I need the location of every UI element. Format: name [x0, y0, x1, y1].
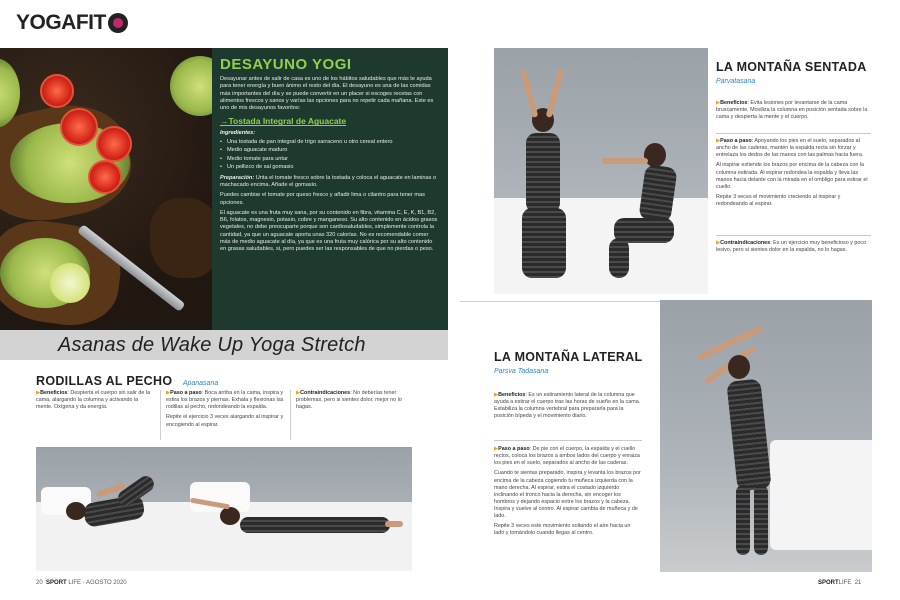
- steps-text-2: Al inspirar extiende los brazos por encima de la cabeza con la columna estirada. Al espirar redondea la espalda y lleva las manos hacia delante con la mirada en el ombligo para estirar el cuello.: [716, 162, 868, 190]
- benefits-text: : Evita lesiones por levantarse de la cama bruscamente. Moviliza la columna en posición sentada sobre la cama y despierta la mente y el cuerpo.: [716, 100, 868, 121]
- benefits-label: Beneficios: [40, 390, 68, 396]
- seated-benefits: [716, 100, 871, 124]
- ingredients-list: [220, 138, 440, 170]
- steps-label: Paso a paso: [720, 138, 752, 144]
- page-number-right: 21: [854, 580, 862, 586]
- divider: [716, 235, 871, 236]
- knees-heading: [36, 372, 218, 390]
- contra-text: : Es un ejercicio muy beneficioso y poco lesivo, pero si sientes dolor en la espalda, no lo hagas.: [716, 240, 867, 254]
- extra-options-paragraph: Puedes cambiar el tomate por queso fresco y añadir lima o cilantro para tener mas opciones.: [220, 192, 425, 206]
- logo-fit-text: FIT: [75, 11, 106, 34]
- logo-yoga-pose-icon: [108, 13, 128, 33]
- yogafit-logo: [16, 10, 128, 36]
- breakfast-title: DESAYUNO YOGI: [220, 56, 352, 73]
- lateral-title: LA MONTAÑA LATERAL: [494, 350, 643, 364]
- benefits-text: : Es un estiramiento lateral de la columna que ayuda a estirar el cuerpo tras las horas de sueño en la cama. Estabiliza la columna vertebral para prepararla para la posición bípeda y el movimiento diario.: [494, 392, 641, 420]
- knees-steps: [166, 390, 284, 432]
- benefits-text: : Despierta el cuerpo sin salir de la cama, alargando la columna y activando la mente. Oxígena y da energía.: [36, 390, 151, 411]
- steps-text-2: Cuando te sientas preparado, inspira y levanta los brazos por encima de la cabeza cogiendo tu muñeca izquierda con la mano derecha. Al espirar, estira el costado izquierdo inclinando el tronco hacia la derecha, sin encoger los hombros y dejando espacio entre los brazos y la cabeza. Inspira y vuelve al centro. Al espirar cambia de muñeca y de lado.: [494, 470, 641, 520]
- breakfast-intro: Desayunar antes de salir de casa es uno de los hábitos saludables que más te ayuda para tener energía y buen ánimo el resto del día. El desayuno es una de las comidas más importantes del día y se puede convertir en un placer si escoges recetas con alimentos frescos y sanos y varías las opciones para no repetir cada mañana. Este es uno de mis desayunos favoritos:: [220, 76, 434, 112]
- contra-label: Contraindicaciones: [720, 240, 771, 246]
- seated-contraindications: [716, 240, 871, 257]
- bullet-arrow-icon: ▶: [36, 390, 41, 396]
- footer-brand-right: SPORT: [818, 580, 839, 586]
- prep-label: Preparación:: [220, 174, 255, 181]
- breakfast-panel: [212, 48, 448, 330]
- steps-text: : Boca arriba en la cama, inspira y estira los brazos y piernas. Exhala y flexionas las rodillas al pecho, redondeando la espalda.: [166, 390, 284, 411]
- contra-text: : No deberías tener problemas, pero si sientes dolor, mejor no lo hagas.: [296, 390, 402, 411]
- list-item: • Un pellizco de sal gomasio: [220, 163, 440, 171]
- seated-title: LA MONTAÑA SENTADA: [716, 60, 867, 74]
- asanas-section-title: Asanas de Wake Up Yoga Stretch: [58, 334, 366, 356]
- seated-steps: [716, 138, 871, 211]
- column-divider: [290, 390, 291, 440]
- prep-text: Unta el tomate fresco sobre la tostada y coloca el aguacate en laminas o machacado encima. Añade el gomasio.: [220, 174, 437, 189]
- knees-title: RODILLAS AL PECHO: [36, 374, 173, 388]
- lateral-heading: [494, 350, 642, 375]
- footer-right: [818, 580, 861, 586]
- avocado-toast-photo: [0, 48, 212, 330]
- contra-label: Contraindicaciones: [300, 390, 351, 396]
- lateral-mountain-photo: [660, 300, 872, 572]
- bullet-arrow-icon: ▶: [716, 240, 721, 246]
- preparation-paragraph: [220, 175, 440, 190]
- stretched-lying-photo: [180, 447, 412, 571]
- knees-contraindications: [296, 390, 414, 414]
- divider: [494, 440, 642, 441]
- lateral-steps: [494, 446, 642, 541]
- recipe-title-text: Tostada Integral de Aguacate: [228, 116, 347, 127]
- footer-brand-right-suffix: LIFE: [838, 580, 852, 586]
- bullet-arrow-icon: ▶: [166, 390, 171, 396]
- avocado-info-paragraph: El aguacate es una fruta muy sana, por su contenido en fibra, vitamina C, E, K, B1, B2, B6, folatos, magnesio, potasio, cobre y manganeso. Su alto contenido en ácidos grasos vegetales, no debe preocuparte porque son cardiosaludables, simplemente controla la cantidad, ya que un aguacate aporta unas 320 calorías. No es recomendable comer más de medio aguacate al día, ya que es una fruta muy calórica por su alto contenido en grasas saludables, si, pero puedes ser las responsables de que no pierdas o peso.: [220, 209, 438, 253]
- steps-text-3: Repite 3 veces este movimiento soltando el aire hacia un lado y tomándolo cuando llegas al centro.: [494, 523, 631, 537]
- bullet-arrow-icon: ▶: [296, 390, 301, 396]
- steps-text-2: Repite el ejercicio 3 veces alargando al inspirar y encogiendo al espirar.: [166, 414, 284, 428]
- bullet-arrow-icon: ▶: [716, 138, 721, 144]
- bullet-arrow-icon: ▶: [716, 100, 721, 106]
- divider: [716, 133, 871, 134]
- ingredients-label: Ingredientes:: [220, 130, 256, 137]
- knees-subtitle: Apanasana: [182, 380, 219, 387]
- steps-text: : Apoyando los pies en el suelo, separados al ancho de las caderas, mantén la espalda recta sin forzar y entrelaza los dedos de las manos con las palmas hacia fuera.: [716, 138, 864, 159]
- benefits-label: Beneficios: [498, 392, 526, 398]
- footer-brand-left: SPORT: [46, 580, 67, 586]
- steps-label: Paso a paso: [170, 390, 202, 396]
- knees-to-chest-photo: [36, 447, 180, 571]
- bullet-arrow-icon: ▶: [494, 446, 499, 452]
- steps-text-3: Repite 3 veces el movimiento creciendo al inspirar y redondeando al espirar.: [716, 193, 841, 207]
- column-divider: [160, 390, 161, 440]
- bullet-arrow-icon: ▶: [494, 392, 499, 398]
- lateral-subtitle: Parsva Tadasana: [494, 368, 549, 375]
- seated-mountain-photo: [494, 48, 708, 294]
- knees-benefits: [36, 390, 154, 414]
- list-item: • Medio aguacate maduro: [220, 146, 440, 154]
- benefits-label: Beneficios: [720, 100, 748, 106]
- seated-subtitle: Parvatasana: [716, 78, 756, 85]
- logo-yoga-text: YOGA: [16, 11, 76, 34]
- footer-issue: LIFE · AGOSTO 2020: [68, 580, 127, 586]
- recipe-title: →Tostada Integral de Aguacate: [220, 116, 347, 127]
- footer-left: [36, 580, 127, 586]
- list-item: • Medio tomate para untar: [220, 155, 440, 163]
- list-item: • Una tostada de pan integral de trigo sarraceno u otro cereal entero: [220, 138, 440, 146]
- seated-heading: [716, 60, 867, 85]
- steps-label: Paso a paso: [498, 446, 530, 452]
- lateral-benefits: [494, 392, 642, 424]
- page-number-left: 20: [36, 580, 43, 586]
- steps-text: : De pie con el cuerpo, la espalda y el cuello rectos, coloca los brazos a ambos lados del cuerpo y enraiza los pies en el suelo, separados al ancho de las caderas.: [494, 446, 640, 467]
